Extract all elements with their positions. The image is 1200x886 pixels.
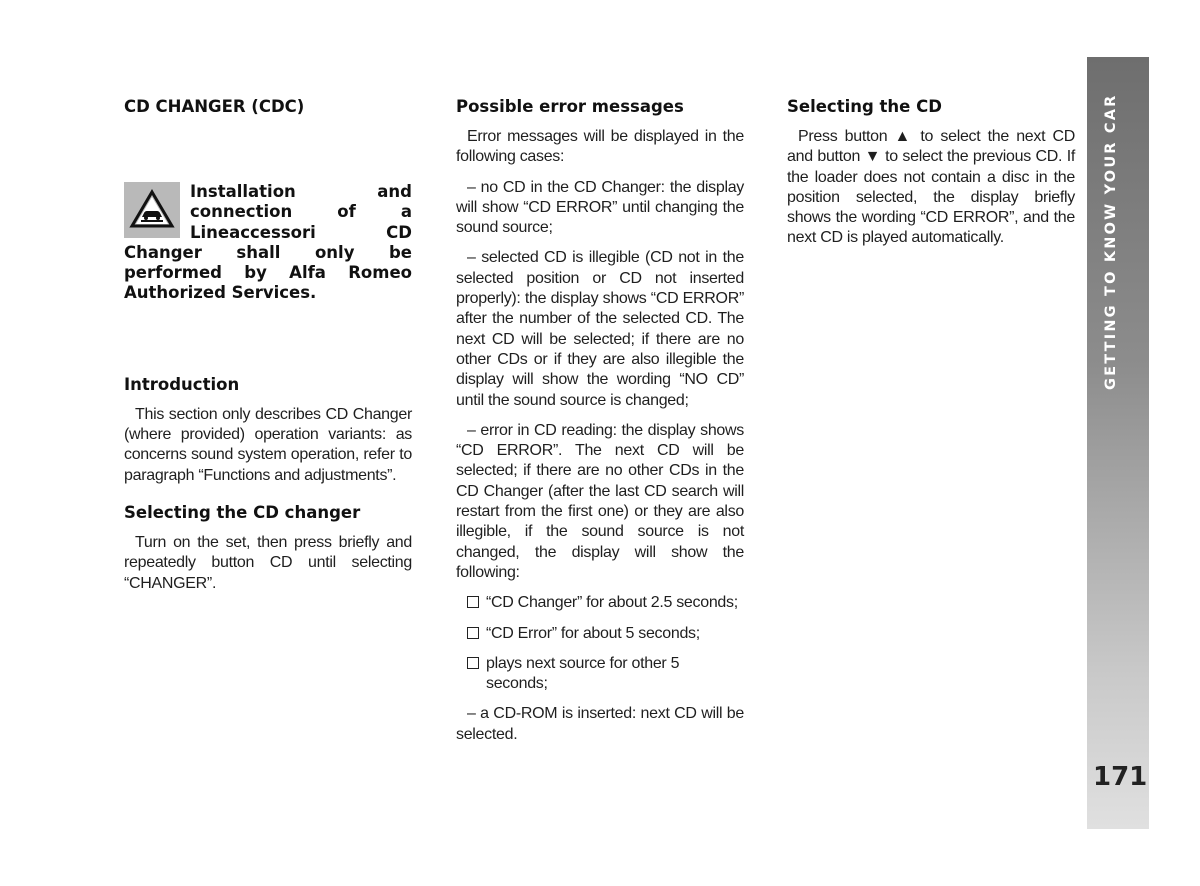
list-item: plays next source for other 5 seconds;	[456, 654, 744, 695]
section-title: CD CHANGER (CDC)	[124, 97, 305, 116]
list-item: “CD Changer” for about 2.5 seconds;	[456, 593, 744, 613]
selecting-cd-heading: Selecting the CD	[787, 97, 942, 116]
error-messages-heading: Possible error messages	[456, 97, 684, 116]
checkbox-bullet-icon	[467, 627, 479, 639]
error-case-illegible: – selected CD is illegible (CD not in the selected position or CD not inserted properly): the display shows “CD ERROR” after the number of the selected CD. The next CD will be selected; if there are no other CDs or if they are also illegible the display will show the wording “NO CD” until the sound source is changed;	[456, 249, 744, 409]
checkbox-bullet-icon	[467, 596, 479, 608]
column-3	[787, 96, 1075, 259]
introduction-text: This section only describes CD Changer (where provided) operation variants: as concerns sound system operation, refer to paragraph “Functions and adjustments”.	[124, 405, 412, 484]
page-number: 171	[1093, 762, 1148, 792]
introduction-heading: Introduction	[124, 374, 240, 394]
selecting-changer-heading: Selecting the CD changer	[124, 502, 361, 522]
error-intro: Error messages will be displayed in the following cases:	[456, 128, 744, 166]
selecting-changer-text: Turn on the set, then press briefly and repeatedly button CD until selecting “CHANGER”.	[124, 533, 412, 592]
car-lift-warning-icon	[124, 182, 180, 238]
warning-block	[124, 182, 412, 304]
error-case-cd-rom: – a CD-ROM is inserted: next CD will be selected.	[456, 705, 744, 743]
column-2	[456, 96, 744, 755]
column-1	[124, 96, 412, 604]
list-item: “CD Error” for about 5 seconds;	[456, 624, 744, 644]
chapter-title: GETTING TO KNOW YOUR CAR	[1103, 93, 1119, 390]
warning-text: Installation and connection of a Lineaccessori CD Changer shall only be performed by Alfa Romeo Authorized Services.	[124, 182, 412, 303]
error-case-no-cd: – no CD in the CD Changer: the display will show “CD ERROR” until changing the sound source;	[456, 178, 744, 237]
checkbox-bullet-icon	[467, 657, 479, 669]
selecting-cd-text: Press button ▲ to select the next CD and button ▼ to select the previous CD. If the loader does not contain a disc in the position selected, the display briefly shows the wording “CD ERROR”, and the next CD is played automatically.	[787, 128, 1075, 247]
error-case-reading: – error in CD reading: the display shows “CD ERROR”. The next CD will be selected; if there are no other CDs in the CD Changer (after the last CD search will restart from the first one) or they are also illegible, if the sound source is not changed, the display will show the following:	[456, 421, 744, 581]
